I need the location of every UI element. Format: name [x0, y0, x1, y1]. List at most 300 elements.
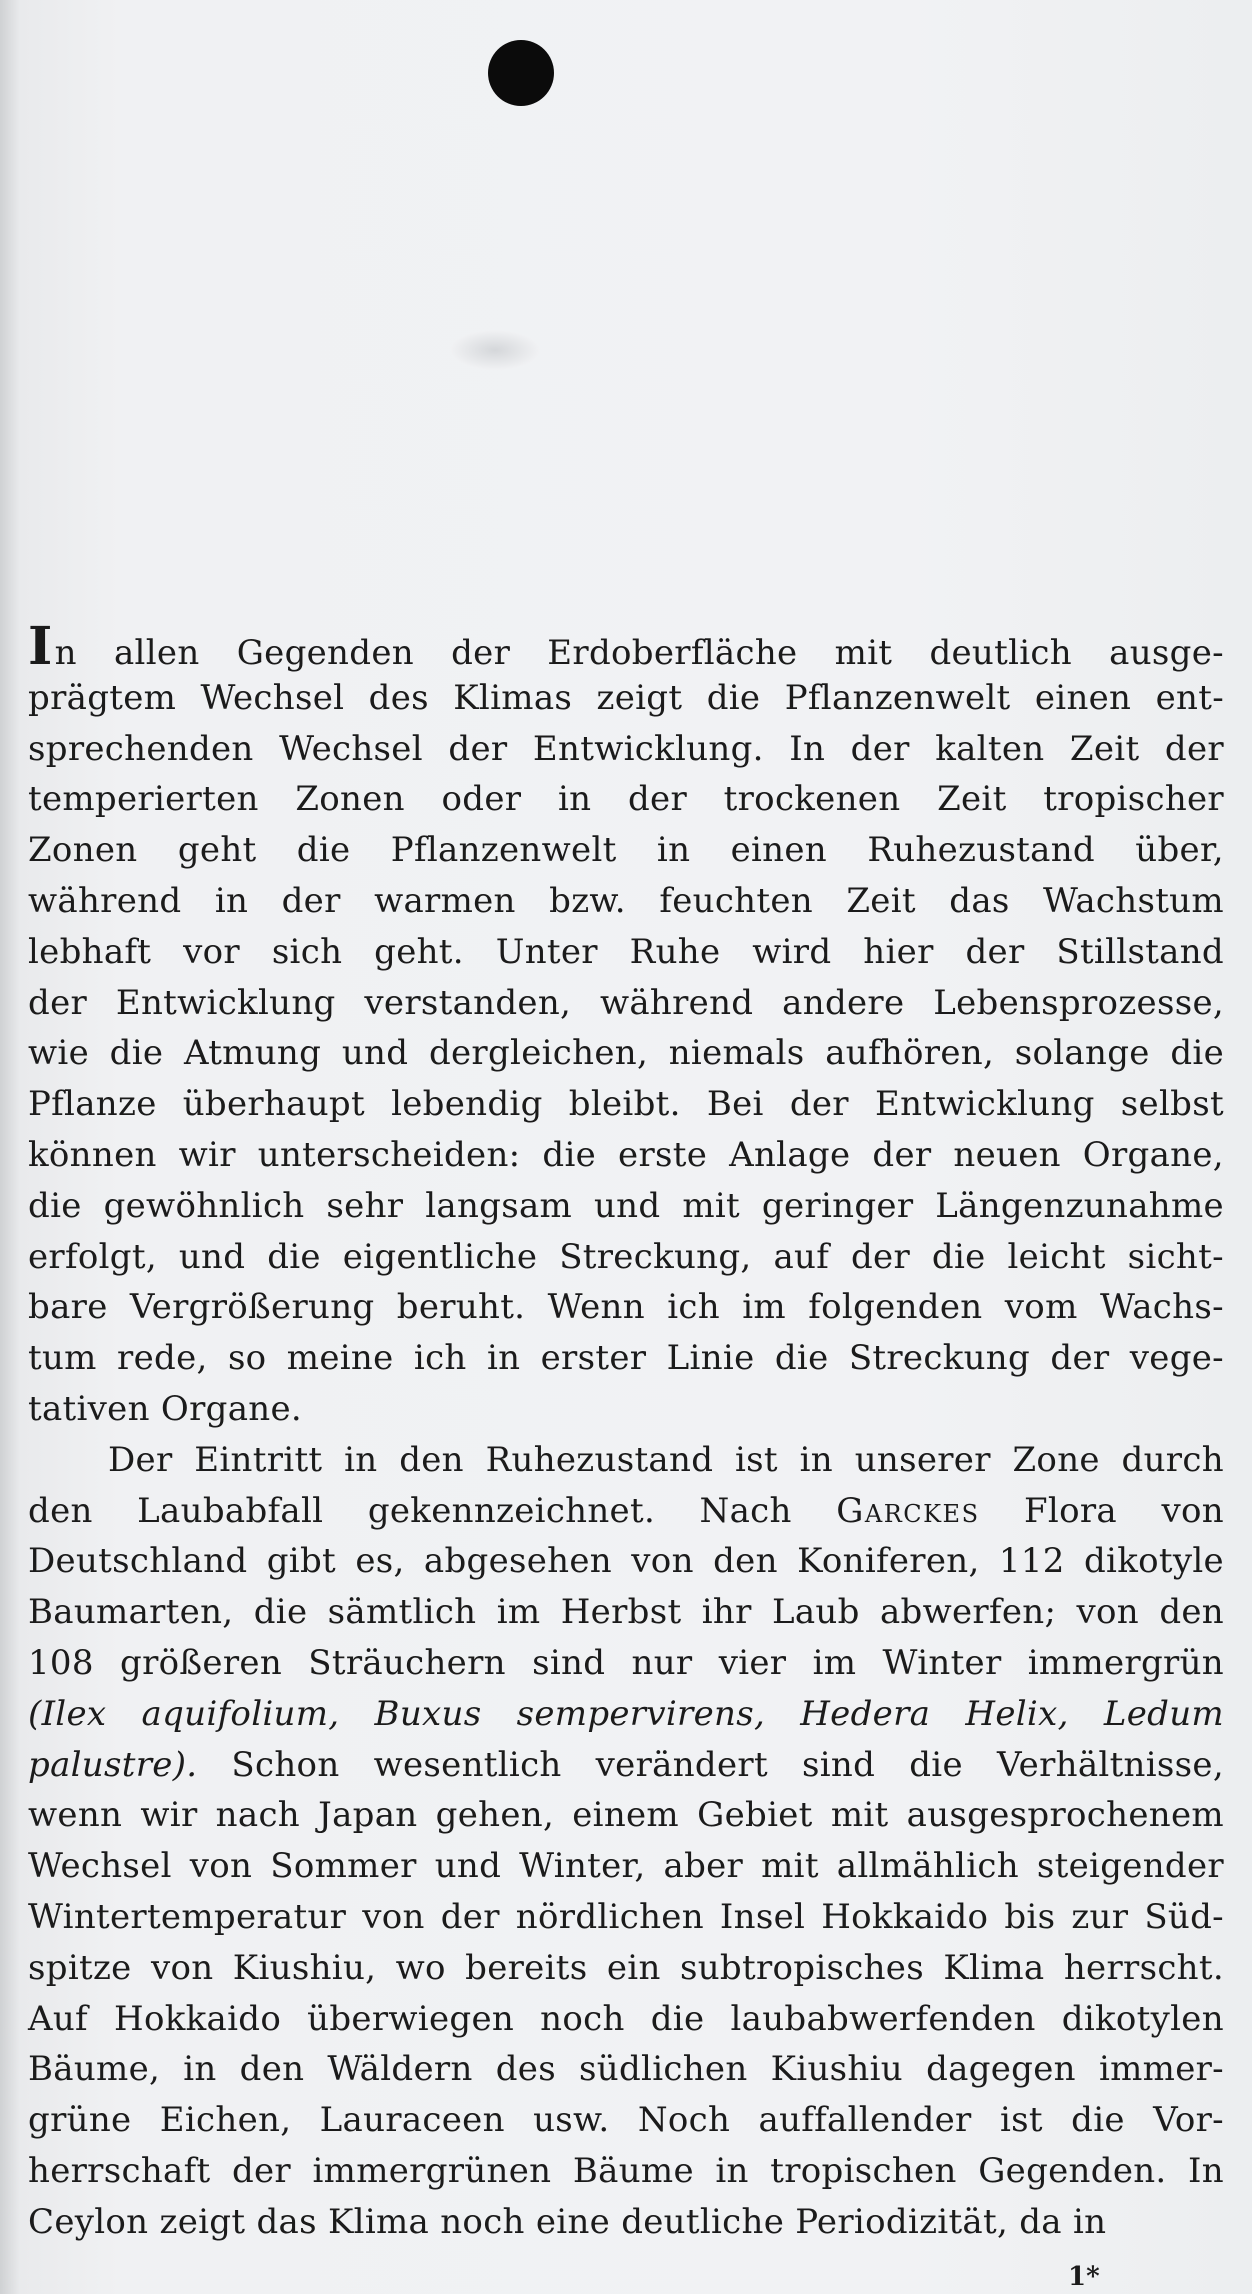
word: Zonen	[295, 779, 405, 820]
word: usw.	[533, 2100, 610, 2141]
word: spitze	[28, 1947, 132, 1988]
word: auf	[773, 1236, 830, 1277]
word: Pflanzenwelt	[390, 830, 617, 871]
word: in	[214, 880, 249, 921]
word: so	[227, 1338, 267, 1379]
word: Organe.	[160, 1388, 303, 1429]
word: abwerfen;	[879, 1592, 1057, 1633]
text-line	[28, 1384, 1224, 1435]
word: eine	[535, 2201, 611, 2242]
text-line	[28, 1130, 1224, 1181]
word: unserer	[854, 1439, 991, 1480]
word: selbst	[1120, 1084, 1224, 1125]
word: Hokkaido	[114, 1998, 282, 2039]
word: der	[850, 728, 910, 769]
word: von	[150, 1947, 214, 1988]
word: können	[28, 1134, 157, 1175]
word: Herbst	[560, 1592, 682, 1633]
word: Ledum	[1103, 1693, 1224, 1734]
word: Japan	[318, 1795, 418, 1836]
word: langsam	[425, 1185, 573, 1226]
word: subtropisches	[679, 1947, 924, 1988]
text-line	[28, 2095, 1224, 2146]
text-line	[28, 1181, 1224, 1232]
word: dikotylen	[1061, 1998, 1224, 2039]
word: Wintertemperatur	[28, 1896, 347, 1937]
word: eigentliche	[342, 1236, 538, 1277]
word: den	[239, 2049, 305, 2090]
word: Kiushiu,	[232, 1947, 377, 1988]
word: bzw.	[549, 880, 626, 921]
word: verändert	[595, 1744, 768, 1785]
word: sicht-	[1127, 1236, 1224, 1277]
word: Baumarten,	[28, 1592, 234, 1633]
word: Pflanzenwelt	[784, 677, 1011, 718]
word: Wechsel	[279, 728, 423, 769]
word: zeigt	[159, 2201, 246, 2242]
word: in	[344, 1439, 378, 1480]
word: noch	[540, 1998, 625, 2039]
word: Sommer	[270, 1846, 417, 1887]
word: Deutschland	[28, 1541, 248, 1582]
word: die	[109, 1033, 164, 1074]
word: in	[1072, 2201, 1107, 2242]
text-line	[28, 1486, 1224, 1537]
word: ich	[413, 1338, 467, 1379]
word: Entwicklung	[874, 1084, 1095, 1125]
word: Linie	[666, 1338, 755, 1379]
word: in	[799, 1439, 833, 1480]
word: die	[706, 677, 761, 718]
word: und	[178, 1236, 246, 1277]
word: Hokkaido	[821, 1896, 989, 1937]
word: Wechsel	[200, 677, 345, 718]
word: geht.	[374, 931, 464, 972]
word: Laub	[771, 1592, 860, 1633]
word: unterscheiden:	[257, 1134, 521, 1175]
word: hier	[863, 931, 934, 972]
word: wie	[28, 1033, 89, 1074]
word: Schon	[231, 1744, 340, 1785]
word: des	[368, 677, 429, 718]
word: Entwicklung	[115, 982, 336, 1023]
word: Sträuchern	[308, 1642, 506, 1683]
word: in	[715, 2150, 749, 2191]
word: abgesehen	[423, 1541, 612, 1582]
word: Helix,	[965, 1693, 1069, 1734]
text-line	[28, 616, 1224, 677]
word: Ruhe	[629, 931, 721, 972]
word: erster	[540, 1338, 647, 1379]
text-line	[28, 1079, 1224, 1130]
word: Zonen	[28, 830, 138, 871]
word: nur	[631, 1642, 693, 1683]
word: warmen	[374, 880, 516, 921]
word: folgenden	[808, 1287, 983, 1328]
word: tropischer	[1043, 779, 1224, 820]
word: das	[256, 2201, 317, 2242]
word: Süd-	[1144, 1896, 1224, 1937]
word: vege-	[1129, 1338, 1224, 1379]
word: Erdoberfläche	[547, 633, 798, 673]
text-line	[28, 1841, 1224, 1892]
word: Gegenden.	[978, 2150, 1167, 2191]
word: da	[1019, 2201, 1062, 2242]
word: mit	[761, 1846, 819, 1887]
text-line	[28, 1333, 1224, 1384]
word: gehen,	[435, 1795, 555, 1836]
punched-hole	[488, 40, 554, 106]
word: sprechenden	[28, 728, 254, 769]
word: Zeit	[1069, 728, 1140, 769]
word: es,	[355, 1541, 405, 1582]
text-line	[28, 1282, 1224, 1333]
word: der	[965, 931, 1025, 972]
word: mit	[830, 1795, 889, 1836]
word: herrschaft	[28, 2150, 211, 2191]
word: Hedera	[800, 1693, 931, 1734]
text-line	[28, 927, 1224, 978]
word: und	[593, 1185, 661, 1226]
word: das	[949, 880, 1010, 921]
word: mit	[834, 633, 893, 673]
text-line	[28, 876, 1224, 927]
word: dagegen	[926, 2049, 1076, 2090]
page-signature-mark: 1*	[1068, 2262, 1100, 2292]
word: Zeit	[846, 880, 916, 921]
word: bis	[1004, 1896, 1056, 1937]
word: temperierten	[28, 779, 259, 820]
word: Koniferen,	[797, 1541, 980, 1582]
word: in	[486, 1338, 521, 1379]
word: allmählich	[836, 1846, 1019, 1887]
word: noch	[440, 2201, 525, 2242]
word: Klima	[943, 1947, 1045, 1988]
word: der	[1164, 728, 1224, 769]
word: Winter,	[519, 1846, 646, 1887]
text-line	[28, 673, 1224, 724]
word: Ceylon	[28, 2201, 149, 2242]
word: 108	[28, 1642, 94, 1683]
word: vom	[1004, 1287, 1078, 1328]
word: Zone	[1012, 1439, 1100, 1480]
word: kalten	[935, 728, 1045, 769]
word: dikotyle	[1083, 1541, 1224, 1582]
text-line	[28, 1740, 1224, 1791]
word: erste	[618, 1134, 708, 1175]
word: von	[631, 1541, 694, 1582]
word: sempervirens,	[516, 1693, 766, 1734]
word: der	[281, 880, 341, 921]
word: Vergrößerung	[129, 1287, 375, 1328]
word: Wechsel	[28, 1846, 172, 1887]
word: der	[451, 633, 511, 673]
text-line	[28, 825, 1224, 876]
word: Nach	[699, 1490, 792, 1531]
word: geht	[177, 830, 257, 871]
word: immergrün	[1027, 1642, 1224, 1683]
word: grüne	[28, 2100, 132, 2141]
word: Lebensprozesse,	[933, 982, 1224, 1023]
word: (Ilex	[28, 1693, 107, 1734]
word: der	[1050, 1338, 1110, 1379]
word: deutlich	[929, 633, 1072, 673]
word: zur	[1071, 1896, 1129, 1937]
word: vier	[718, 1642, 787, 1683]
word: wo	[395, 1947, 446, 1988]
word: und	[434, 1846, 502, 1887]
word: die	[542, 1134, 597, 1175]
word: immergrünen	[312, 2150, 552, 2191]
word: ausgesprochenem	[906, 1795, 1224, 1836]
word: zeigt	[596, 677, 683, 718]
word: ist	[734, 1439, 778, 1480]
text-line	[28, 1892, 1224, 1943]
word: einen	[1034, 677, 1132, 718]
word: im	[742, 1287, 786, 1328]
word: Längenzunahme	[935, 1185, 1224, 1226]
text-line	[28, 1943, 1224, 1994]
text-line	[28, 2044, 1224, 2095]
word: lebendig	[391, 1084, 543, 1125]
word: Eichen,	[159, 2100, 292, 2141]
word: deutliche	[621, 2201, 785, 2242]
text-line	[28, 1638, 1224, 1689]
word: tropischen	[770, 2150, 957, 2191]
word: Bäume,	[28, 2049, 161, 2090]
word: sämtlich	[327, 1592, 477, 1633]
word: Klimas	[453, 677, 573, 718]
word: sind	[532, 1642, 606, 1683]
word: in	[656, 830, 691, 871]
word: ich	[667, 1287, 720, 1328]
word: und	[341, 1033, 409, 1074]
word: Gebiet	[697, 1795, 813, 1836]
word: überwiegen	[307, 1998, 515, 2039]
word: während	[28, 880, 182, 921]
word: Ruhezustand	[485, 1439, 714, 1480]
word: geringer	[761, 1185, 914, 1226]
word: Stillstand	[1056, 931, 1224, 972]
word: von	[1076, 1592, 1140, 1633]
word: vor	[183, 931, 240, 972]
word: Wachstum	[1043, 880, 1224, 921]
word: Wenn	[547, 1287, 645, 1328]
word: leicht	[1007, 1236, 1106, 1277]
word: palustre).	[28, 1744, 198, 1785]
word: herrscht.	[1063, 1947, 1224, 1988]
word: In	[28, 616, 77, 677]
word: den	[28, 1490, 93, 1531]
text-line	[28, 1587, 1224, 1638]
word: die	[1071, 2100, 1125, 2141]
word: während	[599, 982, 754, 1023]
text-line	[28, 1536, 1224, 1587]
word: verstanden,	[364, 982, 572, 1023]
word: ausge-	[1109, 633, 1224, 673]
word: im	[496, 1592, 541, 1633]
word: mit	[682, 1185, 741, 1226]
word: meine	[286, 1338, 394, 1379]
word: Laubabfall	[137, 1490, 324, 1531]
body-text	[28, 616, 1224, 2248]
word: dergleichen,	[428, 1033, 649, 1074]
word: aquifolium,	[141, 1693, 340, 1734]
word: Unter	[495, 931, 598, 972]
word: überhaupt	[182, 1084, 365, 1125]
word: lebhaft	[28, 931, 152, 972]
word: von	[1161, 1490, 1224, 1531]
word: Entwicklung.	[532, 728, 764, 769]
text-line	[28, 978, 1224, 1029]
word: ist	[999, 2100, 1043, 2141]
word: rede,	[117, 1338, 208, 1379]
word: in	[557, 779, 592, 820]
word: wir	[178, 1134, 236, 1175]
word: Eintritt	[194, 1439, 323, 1480]
word: im	[812, 1642, 857, 1683]
word: Bäume	[572, 2150, 694, 2191]
text-line	[28, 1435, 1224, 1486]
word: Pflanze	[28, 1084, 157, 1125]
word: ihr	[701, 1592, 752, 1633]
word: bereits	[465, 1947, 588, 1988]
word: südlichen	[579, 2049, 748, 2090]
word: den	[1159, 1592, 1224, 1633]
paper-smudge	[450, 330, 540, 370]
text-line	[28, 1790, 1224, 1841]
word: der	[448, 728, 508, 769]
word: aufhören,	[825, 1033, 995, 1074]
text-line	[28, 774, 1224, 825]
word: Buxus	[374, 1693, 482, 1734]
word: einen	[730, 830, 827, 871]
word: Gegenden	[236, 633, 414, 673]
word: der	[231, 2150, 291, 2191]
word: Wäldern	[327, 2049, 473, 2090]
word: wenn	[28, 1795, 123, 1836]
word: Garckes	[836, 1490, 980, 1531]
word: die	[1170, 1033, 1224, 1074]
word: auffallender	[758, 2100, 972, 2141]
word: Streckung	[848, 1338, 1031, 1379]
word: durch	[1121, 1439, 1224, 1480]
word: trockenen	[723, 779, 901, 820]
word: Flora	[1024, 1490, 1117, 1531]
word: Vor-	[1153, 2100, 1224, 2141]
word: der	[28, 982, 88, 1023]
word: in	[183, 2049, 217, 2090]
word: Der	[108, 1439, 173, 1480]
word: gewöhnlich	[103, 1185, 305, 1226]
word: wir	[140, 1795, 198, 1836]
text-line	[28, 2146, 1224, 2197]
word: einem	[572, 1795, 679, 1836]
word: Zeit	[937, 779, 1007, 820]
word: aber	[663, 1846, 744, 1887]
word: Atmung	[183, 1033, 322, 1074]
word: die	[774, 1338, 829, 1379]
word: immer-	[1098, 2049, 1224, 2090]
word: Klima	[327, 2201, 430, 2242]
word: sehr	[326, 1185, 404, 1226]
word: prägtem	[28, 677, 177, 718]
word: die	[931, 1236, 986, 1277]
word: gekennzeichnet.	[367, 1490, 656, 1531]
word: In	[789, 728, 826, 769]
word: größeren	[120, 1642, 283, 1683]
word: allen	[113, 633, 200, 673]
word: neuen	[953, 1134, 1061, 1175]
word: Kiushiu	[770, 2049, 903, 2090]
word: andere	[782, 982, 905, 1023]
word: über,	[1135, 830, 1224, 871]
word: die	[28, 1185, 82, 1226]
word: Lauraceen	[319, 2100, 505, 2141]
word: Winter	[882, 1642, 1002, 1683]
word: Periodizität,	[795, 2201, 1009, 2242]
word: Verhältnisse,	[996, 1744, 1224, 1785]
word: Bei	[706, 1084, 764, 1125]
word: Auf	[28, 1998, 88, 2039]
word: Anlage	[729, 1134, 851, 1175]
word: Ruhezustand	[867, 830, 1095, 871]
text-line	[28, 724, 1224, 775]
word: oder	[441, 779, 522, 820]
word: die	[296, 830, 351, 871]
word: die	[253, 1592, 308, 1633]
word: nach	[215, 1795, 300, 1836]
initial-letter: I	[28, 616, 53, 677]
word: der	[440, 1896, 500, 1937]
word: niemals	[668, 1033, 805, 1074]
word: bleibt.	[568, 1084, 681, 1125]
word: ent-	[1155, 677, 1224, 718]
word: laubabwerfenden	[730, 1998, 1036, 2039]
word: solange	[1014, 1033, 1150, 1074]
word: Noch	[637, 2100, 731, 2141]
word: In	[1188, 2150, 1224, 2191]
word: sind	[801, 1744, 876, 1785]
text-line	[28, 1028, 1224, 1079]
word: von	[189, 1846, 253, 1887]
word: steigender	[1036, 1846, 1224, 1887]
word: beruht.	[396, 1287, 526, 1328]
word: die	[909, 1744, 963, 1785]
word: der	[872, 1134, 932, 1175]
word: wird	[752, 931, 832, 972]
word: von	[362, 1896, 425, 1937]
word: der	[789, 1084, 849, 1125]
text-line	[28, 2197, 1224, 2248]
word: der	[627, 779, 688, 820]
word: den	[399, 1439, 464, 1480]
word: den	[713, 1541, 778, 1582]
text-line	[28, 1994, 1224, 2045]
word: erfolgt,	[28, 1236, 157, 1277]
word: ein	[606, 1947, 661, 1988]
word: der	[850, 1236, 911, 1277]
word: Wachs-	[1099, 1287, 1224, 1328]
word: Organe,	[1082, 1134, 1224, 1175]
word: Streckung,	[559, 1236, 752, 1277]
word: feuchten	[659, 880, 813, 921]
text-line	[28, 1232, 1224, 1283]
word: des	[495, 2049, 556, 2090]
text-line	[28, 1689, 1224, 1740]
word: sich	[271, 931, 343, 972]
word: gibt	[266, 1541, 337, 1582]
